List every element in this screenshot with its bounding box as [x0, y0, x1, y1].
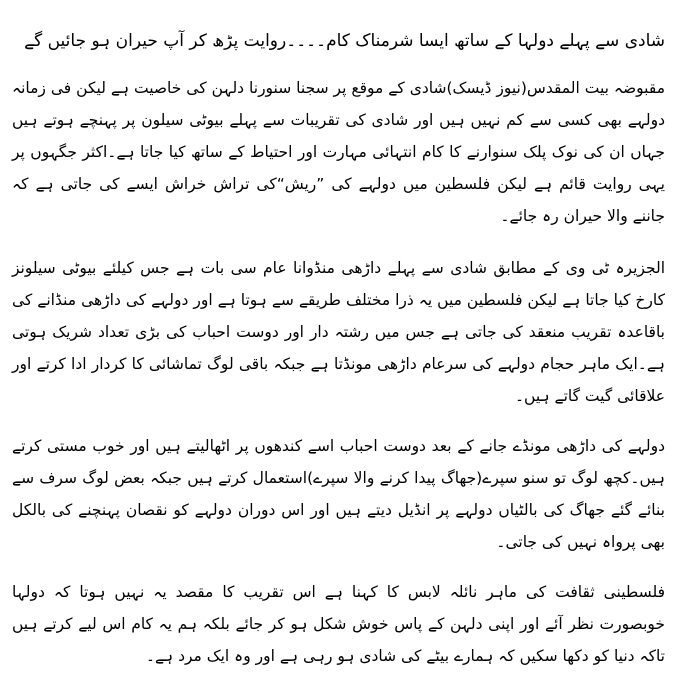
article-paragraph: مقبوضہ بیت المقدس(نیوز ڈیسک)شادی کے موقع پر سجنا سنورنا دلہن کی خاصیت ہے لیکن فی زمانہ دولہے بھی کسی سے کم نہیں ہیں اور شادی کی تقریبات سے پہلے بیوٹی سیلون پر پہنچے ہوتے ہیں جہاں ان کی نوک پلک سنوارنے کا کام انتہائی مہارت اور احتیاط کے ساتھ کیا جاتا ہے۔اکثر جگہوں پر یہی روایت قائم ہے لیکن فلسطین میں دولہے کی ”ریش“کی تراش خراش ایسے کی جاتی ہے کہ جاننے والا حیران رہ جائے۔: [12, 79, 665, 225]
article-paragraph: فلسطینی ثقافت کی ماہر نائلہ لابس کا کہنا ہے اس تقریب کا مقصد یہ نہیں ہوتا کہ دولہا خوبصورت نظر آئے اور اپنی دلہن کے پاس خوش شکل ہو کر جائے بلکہ ہم یہ کام اس لیے کرتے ہیں تاکہ دنیا کو دکھا سکیں کہ ہمارے بیٹے کی شادی ہو رہی ہے اور وہ ایک مرد ہے۔: [12, 583, 665, 665]
article-paragraph: الجزیرہ ٹی وی کے مطابق شادی سے پہلے داڑھی منڈوانا عام سی بات ہے جس کیلئے بیوٹی سیلونز کارخ کیا جاتا ہے لیکن فلسطین میں یہ ذرا مختلف طریقے سے ہوتا ہے اور دولہے کی داڑھی منڈانے کی باقاعدہ تقریب منعقد کی جاتی ہے جس میں رشتہ دار اور دوست احباب کی بڑی تعداد شریک ہوتی ہے۔ایک ماہر حجام دولہے کی سرعام داڑھی مونڈتا ہے جبکہ باقی لوگ تماشائی کا کردار ادا کرتے اور علاقائی گیت گاتے ہیں۔: [12, 259, 665, 405]
article-headline: شادی سے پہلے دولہا کے ساتھ ایسا شرمناک کام۔۔۔۔روایت پڑھ کر آپ حیران ہو جائیں گے: [24, 31, 665, 51]
article-paragraph: دولہے کی داڑھی مونڈے جانے کے بعد دوست احباب اسے کندھوں پر اٹھالیتے ہیں اور خوب مستی کرتے ہیں۔کچھ لوگ تو سنو سپرے(جھاگ پیدا کرنے والا سپرے)استعمال کرتے ہیں جبکہ بعض لوگ سرف سے بنائے گئے جھاگ کی بالٹیاں دولہے پر انڈیل دیتے ہیں اور اس دوران دولہے کو نقصان پہنچنے کی بالکل بھی پرواہ نہیں کی جاتی۔: [12, 437, 665, 551]
